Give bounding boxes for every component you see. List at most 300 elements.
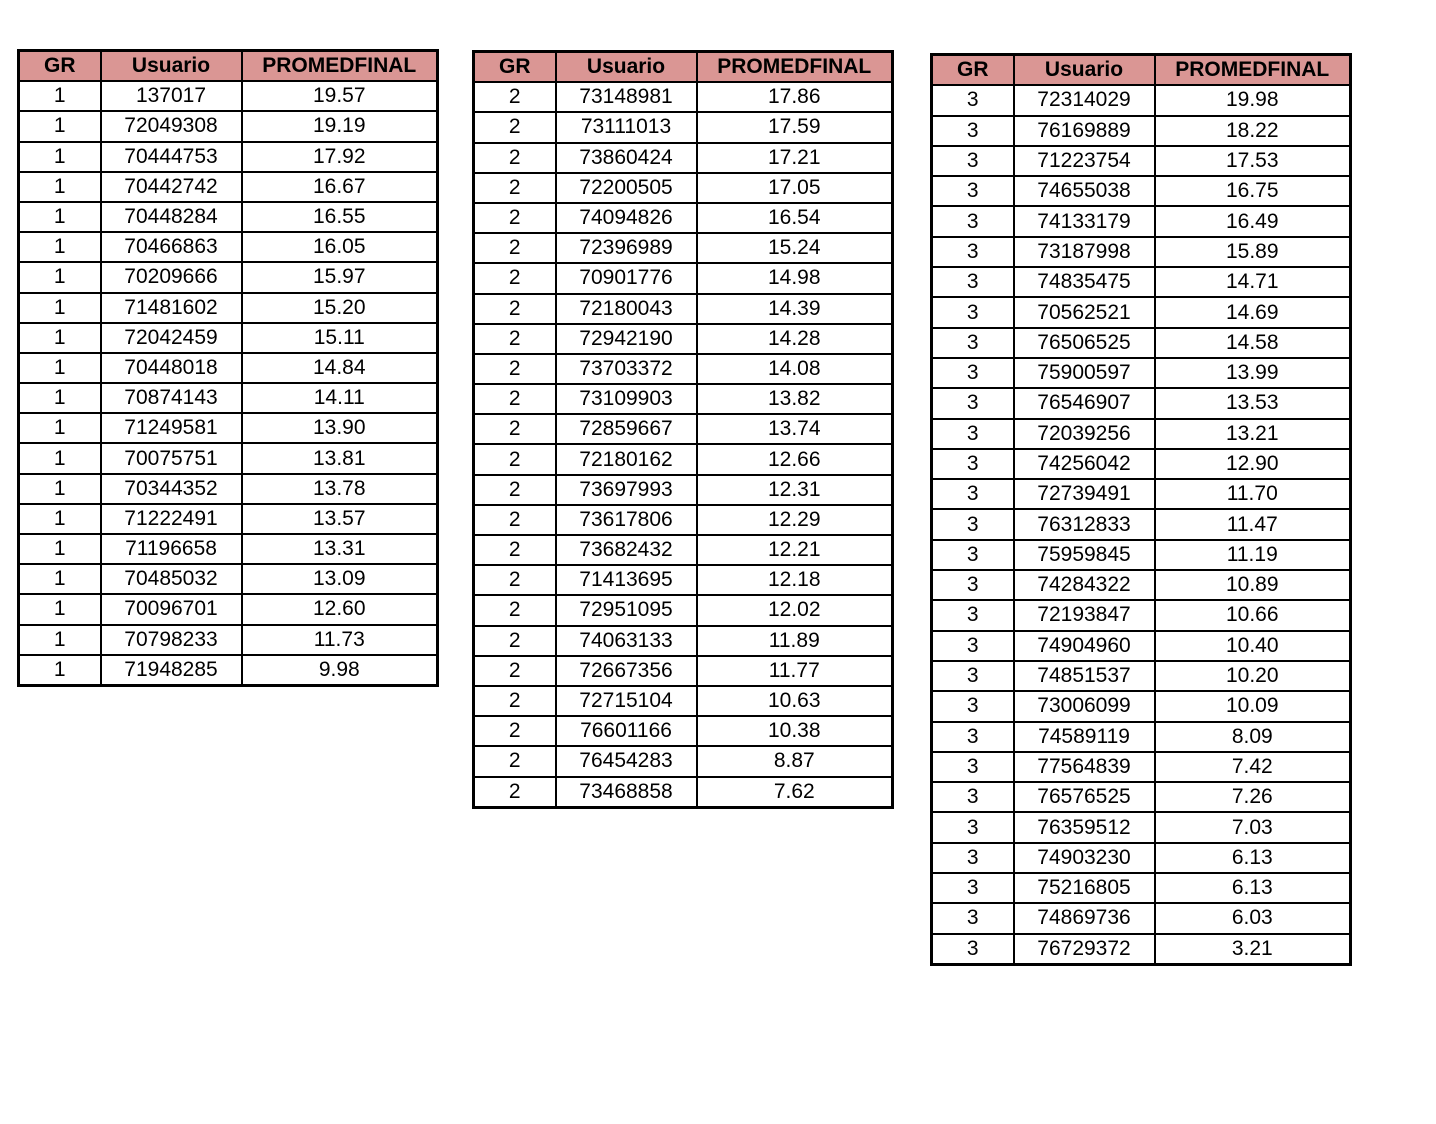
cell-usuario: 70444753 — [101, 142, 242, 172]
table-row — [474, 82, 893, 112]
cell-promedio: 10.09 — [1155, 691, 1351, 721]
cell-usuario: 72049308 — [101, 111, 242, 141]
table-row — [932, 782, 1351, 812]
cell-promedio: 3.21 — [1155, 934, 1351, 965]
cell-promedio: 7.03 — [1155, 812, 1351, 842]
cell-promedio: 13.78 — [242, 474, 438, 504]
cell-gr: 3 — [932, 328, 1014, 358]
cell-promedio: 14.08 — [697, 354, 893, 384]
cell-promedio: 19.57 — [242, 81, 438, 111]
cell-promedio: 14.58 — [1155, 328, 1351, 358]
table-row — [932, 631, 1351, 661]
cell-promedio: 16.55 — [242, 202, 438, 232]
table-row — [19, 625, 438, 655]
cell-gr: 1 — [19, 413, 101, 443]
cell-gr: 2 — [474, 173, 556, 203]
cell-usuario: 71222491 — [101, 504, 242, 534]
cell-usuario: 72667356 — [556, 656, 697, 686]
cell-promedio: 7.42 — [1155, 752, 1351, 782]
cell-usuario: 76576525 — [1014, 782, 1155, 812]
table-row — [19, 172, 438, 202]
cell-gr: 3 — [932, 449, 1014, 479]
header-usuario: Usuario — [101, 51, 242, 82]
cell-usuario: 74284322 — [1014, 570, 1155, 600]
cell-promedio: 10.89 — [1155, 570, 1351, 600]
cell-gr: 1 — [19, 383, 101, 413]
grade-table-group-2 — [472, 50, 894, 809]
table-row — [19, 293, 438, 323]
cell-usuario: 70209666 — [101, 262, 242, 292]
cell-usuario: 70075751 — [101, 443, 242, 473]
table-row — [932, 691, 1351, 721]
cell-gr: 1 — [19, 443, 101, 473]
table-row — [474, 565, 893, 595]
cell-promedio: 13.74 — [697, 414, 893, 444]
table-row — [474, 203, 893, 233]
cell-usuario: 74589119 — [1014, 722, 1155, 752]
cell-gr: 1 — [19, 534, 101, 564]
cell-usuario: 73109903 — [556, 384, 697, 414]
table-row — [474, 656, 893, 686]
cell-usuario: 72180162 — [556, 444, 697, 474]
table-row — [474, 173, 893, 203]
table-row — [932, 297, 1351, 327]
cell-gr: 2 — [474, 656, 556, 686]
table-row — [19, 323, 438, 353]
cell-promedio: 6.03 — [1155, 903, 1351, 933]
table-row — [474, 414, 893, 444]
cell-usuario: 76506525 — [1014, 328, 1155, 358]
cell-promedio: 12.31 — [697, 475, 893, 505]
table-header-row — [932, 55, 1351, 86]
cell-promedio: 17.86 — [697, 82, 893, 112]
table-row — [932, 722, 1351, 752]
table-row — [474, 595, 893, 625]
cell-gr: 1 — [19, 81, 101, 111]
header-usuario: Usuario — [1014, 55, 1155, 86]
cell-promedio: 13.21 — [1155, 419, 1351, 449]
grade-table-group-3 — [930, 53, 1352, 966]
cell-usuario: 74256042 — [1014, 449, 1155, 479]
cell-promedio: 13.90 — [242, 413, 438, 443]
cell-promedio: 15.20 — [242, 293, 438, 323]
cell-usuario: 74655038 — [1014, 176, 1155, 206]
cell-gr: 2 — [474, 354, 556, 384]
cell-usuario: 74904960 — [1014, 631, 1155, 661]
header-gr: GR — [932, 55, 1014, 86]
cell-gr: 2 — [474, 414, 556, 444]
table-row — [932, 237, 1351, 267]
cell-promedio: 14.69 — [1155, 297, 1351, 327]
cell-promedio: 18.22 — [1155, 116, 1351, 146]
cell-usuario: 73703372 — [556, 354, 697, 384]
cell-gr: 3 — [932, 934, 1014, 965]
cell-promedio: 16.54 — [697, 203, 893, 233]
cell-promedio: 10.20 — [1155, 661, 1351, 691]
cell-usuario: 72715104 — [556, 686, 697, 716]
table-row — [932, 419, 1351, 449]
cell-gr: 2 — [474, 112, 556, 142]
cell-gr: 3 — [932, 509, 1014, 539]
cell-usuario: 76546907 — [1014, 388, 1155, 418]
cell-gr: 3 — [932, 206, 1014, 236]
cell-promedio: 10.40 — [1155, 631, 1351, 661]
cell-usuario: 76169889 — [1014, 116, 1155, 146]
cell-gr: 2 — [474, 294, 556, 324]
cell-gr: 1 — [19, 111, 101, 141]
cell-usuario: 70466863 — [101, 232, 242, 262]
cell-usuario: 72951095 — [556, 595, 697, 625]
table-row — [932, 600, 1351, 630]
table-row — [932, 206, 1351, 236]
cell-usuario: 71948285 — [101, 655, 242, 686]
cell-usuario: 73006099 — [1014, 691, 1155, 721]
table-row — [932, 116, 1351, 146]
table-row — [932, 540, 1351, 570]
cell-gr: 1 — [19, 474, 101, 504]
cell-promedio: 16.05 — [242, 232, 438, 262]
table-row — [474, 233, 893, 263]
cell-usuario: 75900597 — [1014, 358, 1155, 388]
table-row — [474, 143, 893, 173]
cell-promedio: 14.84 — [242, 353, 438, 383]
cell-usuario: 71223754 — [1014, 146, 1155, 176]
cell-usuario: 76359512 — [1014, 812, 1155, 842]
cell-promedio: 13.81 — [242, 443, 438, 473]
cell-gr: 3 — [932, 631, 1014, 661]
table-row — [19, 504, 438, 534]
cell-gr: 2 — [474, 686, 556, 716]
cell-promedio: 14.39 — [697, 294, 893, 324]
table-row — [932, 661, 1351, 691]
cell-promedio: 12.21 — [697, 535, 893, 565]
cell-usuario: 76454283 — [556, 746, 697, 776]
cell-promedio: 8.09 — [1155, 722, 1351, 752]
cell-gr: 3 — [932, 782, 1014, 812]
cell-usuario: 72739491 — [1014, 479, 1155, 509]
cell-gr: 2 — [474, 82, 556, 112]
cell-gr: 2 — [474, 535, 556, 565]
cell-promedio: 15.24 — [697, 233, 893, 263]
cell-usuario: 137017 — [101, 81, 242, 111]
cell-gr: 3 — [932, 237, 1014, 267]
cell-promedio: 12.60 — [242, 594, 438, 624]
cell-promedio: 17.92 — [242, 142, 438, 172]
cell-usuario: 72396989 — [556, 233, 697, 263]
table-row — [932, 176, 1351, 206]
cell-gr: 1 — [19, 323, 101, 353]
cell-usuario: 75216805 — [1014, 873, 1155, 903]
table-row — [932, 509, 1351, 539]
cell-gr: 2 — [474, 716, 556, 746]
cell-gr: 1 — [19, 293, 101, 323]
cell-usuario: 70448018 — [101, 353, 242, 383]
cell-gr: 1 — [19, 172, 101, 202]
table-row — [474, 686, 893, 716]
cell-usuario: 70562521 — [1014, 297, 1155, 327]
cell-usuario: 71413695 — [556, 565, 697, 595]
cell-promedio: 12.18 — [697, 565, 893, 595]
cell-promedio: 13.99 — [1155, 358, 1351, 388]
cell-promedio: 9.98 — [242, 655, 438, 686]
cell-promedio: 11.73 — [242, 625, 438, 655]
cell-gr: 2 — [474, 143, 556, 173]
cell-usuario: 75959845 — [1014, 540, 1155, 570]
cell-promedio: 14.11 — [242, 383, 438, 413]
cell-gr: 1 — [19, 262, 101, 292]
cell-usuario: 70901776 — [556, 263, 697, 293]
table-row — [19, 564, 438, 594]
cell-usuario: 73682432 — [556, 535, 697, 565]
table-row — [932, 328, 1351, 358]
cell-gr: 3 — [932, 297, 1014, 327]
cell-usuario: 70096701 — [101, 594, 242, 624]
header-gr: GR — [19, 51, 101, 82]
grade-table-group-1 — [17, 49, 439, 687]
cell-gr: 1 — [19, 142, 101, 172]
cell-gr: 2 — [474, 505, 556, 535]
header-gr: GR — [474, 52, 556, 83]
cell-gr: 3 — [932, 812, 1014, 842]
cell-usuario: 73148981 — [556, 82, 697, 112]
cell-gr: 1 — [19, 202, 101, 232]
cell-gr: 3 — [932, 570, 1014, 600]
table-row — [19, 413, 438, 443]
cell-promedio: 7.26 — [1155, 782, 1351, 812]
cell-promedio: 16.67 — [242, 172, 438, 202]
header-usuario: Usuario — [556, 52, 697, 83]
cell-promedio: 10.38 — [697, 716, 893, 746]
cell-gr: 2 — [474, 203, 556, 233]
cell-promedio: 13.57 — [242, 504, 438, 534]
table-row — [474, 626, 893, 656]
table-row — [19, 353, 438, 383]
cell-promedio: 15.11 — [242, 323, 438, 353]
cell-gr: 2 — [474, 475, 556, 505]
cell-promedio: 19.19 — [242, 111, 438, 141]
cell-gr: 3 — [932, 903, 1014, 933]
table-row — [932, 388, 1351, 418]
table-row — [474, 384, 893, 414]
table-row — [474, 475, 893, 505]
cell-gr: 1 — [19, 232, 101, 262]
table-row — [474, 324, 893, 354]
cell-usuario: 76312833 — [1014, 509, 1155, 539]
cell-usuario: 72859667 — [556, 414, 697, 444]
cell-gr: 2 — [474, 777, 556, 808]
cell-usuario: 73697993 — [556, 475, 697, 505]
cell-usuario: 73860424 — [556, 143, 697, 173]
table-row — [19, 655, 438, 686]
cell-gr: 3 — [932, 267, 1014, 297]
cell-promedio: 13.53 — [1155, 388, 1351, 418]
table-row — [474, 354, 893, 384]
table-row — [19, 232, 438, 262]
table-row — [932, 812, 1351, 842]
table-row — [474, 716, 893, 746]
cell-gr: 3 — [932, 146, 1014, 176]
header-promedio: PROMEDFINAL — [697, 52, 893, 83]
cell-gr: 3 — [932, 722, 1014, 752]
table-row — [932, 146, 1351, 176]
cell-promedio: 14.28 — [697, 324, 893, 354]
cell-gr: 2 — [474, 263, 556, 293]
cell-promedio: 14.71 — [1155, 267, 1351, 297]
table-row — [19, 142, 438, 172]
cell-usuario: 70798233 — [101, 625, 242, 655]
cell-gr: 1 — [19, 564, 101, 594]
cell-usuario: 76601166 — [556, 716, 697, 746]
cell-gr: 3 — [932, 85, 1014, 115]
table-row — [932, 449, 1351, 479]
cell-promedio: 12.66 — [697, 444, 893, 474]
cell-promedio: 19.98 — [1155, 85, 1351, 115]
cell-promedio: 7.62 — [697, 777, 893, 808]
cell-gr: 1 — [19, 625, 101, 655]
cell-usuario: 70448284 — [101, 202, 242, 232]
table-header-row — [474, 52, 893, 83]
cell-promedio: 6.13 — [1155, 873, 1351, 903]
cell-usuario: 72180043 — [556, 294, 697, 324]
cell-usuario: 72314029 — [1014, 85, 1155, 115]
table-row — [19, 81, 438, 111]
cell-promedio: 11.89 — [697, 626, 893, 656]
table-body — [19, 81, 438, 685]
cell-promedio: 17.53 — [1155, 146, 1351, 176]
cell-gr: 3 — [932, 419, 1014, 449]
cell-promedio: 17.21 — [697, 143, 893, 173]
cell-usuario: 74869736 — [1014, 903, 1155, 933]
cell-usuario: 72942190 — [556, 324, 697, 354]
table-row — [932, 752, 1351, 782]
cell-promedio: 12.29 — [697, 505, 893, 535]
table-row — [932, 570, 1351, 600]
table-row — [19, 594, 438, 624]
cell-promedio: 6.13 — [1155, 843, 1351, 873]
table-row — [19, 111, 438, 141]
cell-gr: 2 — [474, 384, 556, 414]
cell-gr: 3 — [932, 479, 1014, 509]
cell-usuario: 73617806 — [556, 505, 697, 535]
cell-gr: 3 — [932, 540, 1014, 570]
table-row — [932, 843, 1351, 873]
cell-gr: 3 — [932, 358, 1014, 388]
cell-gr: 3 — [932, 691, 1014, 721]
cell-promedio: 17.05 — [697, 173, 893, 203]
table-row — [932, 358, 1351, 388]
cell-gr: 1 — [19, 353, 101, 383]
cell-usuario: 74851537 — [1014, 661, 1155, 691]
cell-promedio: 16.49 — [1155, 206, 1351, 236]
table-row — [932, 85, 1351, 115]
table-row — [19, 443, 438, 473]
cell-usuario: 76729372 — [1014, 934, 1155, 965]
table-row — [474, 777, 893, 808]
cell-usuario: 72200505 — [556, 173, 697, 203]
table-row — [19, 383, 438, 413]
cell-usuario: 77564839 — [1014, 752, 1155, 782]
cell-promedio: 13.82 — [697, 384, 893, 414]
cell-gr: 2 — [474, 565, 556, 595]
cell-gr: 2 — [474, 324, 556, 354]
cell-usuario: 74903230 — [1014, 843, 1155, 873]
table-row — [474, 112, 893, 142]
cell-usuario: 74835475 — [1014, 267, 1155, 297]
cell-promedio: 13.09 — [242, 564, 438, 594]
header-promedio: PROMEDFINAL — [242, 51, 438, 82]
cell-gr: 3 — [932, 873, 1014, 903]
table-body — [932, 85, 1351, 964]
cell-usuario: 71196658 — [101, 534, 242, 564]
table-row — [19, 534, 438, 564]
table-row — [932, 934, 1351, 965]
cell-usuario: 74133179 — [1014, 206, 1155, 236]
cell-usuario: 73187998 — [1014, 237, 1155, 267]
cell-gr: 2 — [474, 233, 556, 263]
table-row — [474, 294, 893, 324]
table-header-row — [19, 51, 438, 82]
cell-promedio: 13.31 — [242, 534, 438, 564]
table-body — [474, 82, 893, 807]
cell-gr: 1 — [19, 504, 101, 534]
cell-gr: 2 — [474, 444, 556, 474]
cell-usuario: 71249581 — [101, 413, 242, 443]
cell-gr: 2 — [474, 746, 556, 776]
cell-promedio: 11.70 — [1155, 479, 1351, 509]
cell-promedio: 10.63 — [697, 686, 893, 716]
cell-promedio: 8.87 — [697, 746, 893, 776]
cell-gr: 3 — [932, 116, 1014, 146]
cell-usuario: 72042459 — [101, 323, 242, 353]
cell-promedio: 14.98 — [697, 263, 893, 293]
cell-promedio: 12.02 — [697, 595, 893, 625]
table-row — [19, 262, 438, 292]
table-row — [19, 474, 438, 504]
table-row — [474, 505, 893, 535]
cell-promedio: 10.66 — [1155, 600, 1351, 630]
cell-promedio: 11.77 — [697, 656, 893, 686]
table-row — [474, 746, 893, 776]
table-row — [932, 267, 1351, 297]
cell-usuario: 70485032 — [101, 564, 242, 594]
cell-usuario: 70874143 — [101, 383, 242, 413]
table-row — [932, 873, 1351, 903]
cell-promedio: 11.47 — [1155, 509, 1351, 539]
cell-usuario: 70344352 — [101, 474, 242, 504]
table-row — [474, 535, 893, 565]
cell-gr: 1 — [19, 594, 101, 624]
cell-usuario: 73468858 — [556, 777, 697, 808]
cell-gr: 3 — [932, 752, 1014, 782]
cell-promedio: 17.59 — [697, 112, 893, 142]
cell-gr: 3 — [932, 388, 1014, 418]
cell-gr: 3 — [932, 176, 1014, 206]
cell-gr: 3 — [932, 843, 1014, 873]
cell-gr: 2 — [474, 595, 556, 625]
table-row — [474, 444, 893, 474]
cell-usuario: 74063133 — [556, 626, 697, 656]
cell-promedio: 11.19 — [1155, 540, 1351, 570]
cell-promedio: 12.90 — [1155, 449, 1351, 479]
cell-usuario: 70442742 — [101, 172, 242, 202]
cell-usuario: 71481602 — [101, 293, 242, 323]
cell-promedio: 15.89 — [1155, 237, 1351, 267]
cell-promedio: 15.97 — [242, 262, 438, 292]
cell-usuario: 72193847 — [1014, 600, 1155, 630]
cell-usuario: 74094826 — [556, 203, 697, 233]
table-row — [19, 202, 438, 232]
cell-gr: 3 — [932, 661, 1014, 691]
